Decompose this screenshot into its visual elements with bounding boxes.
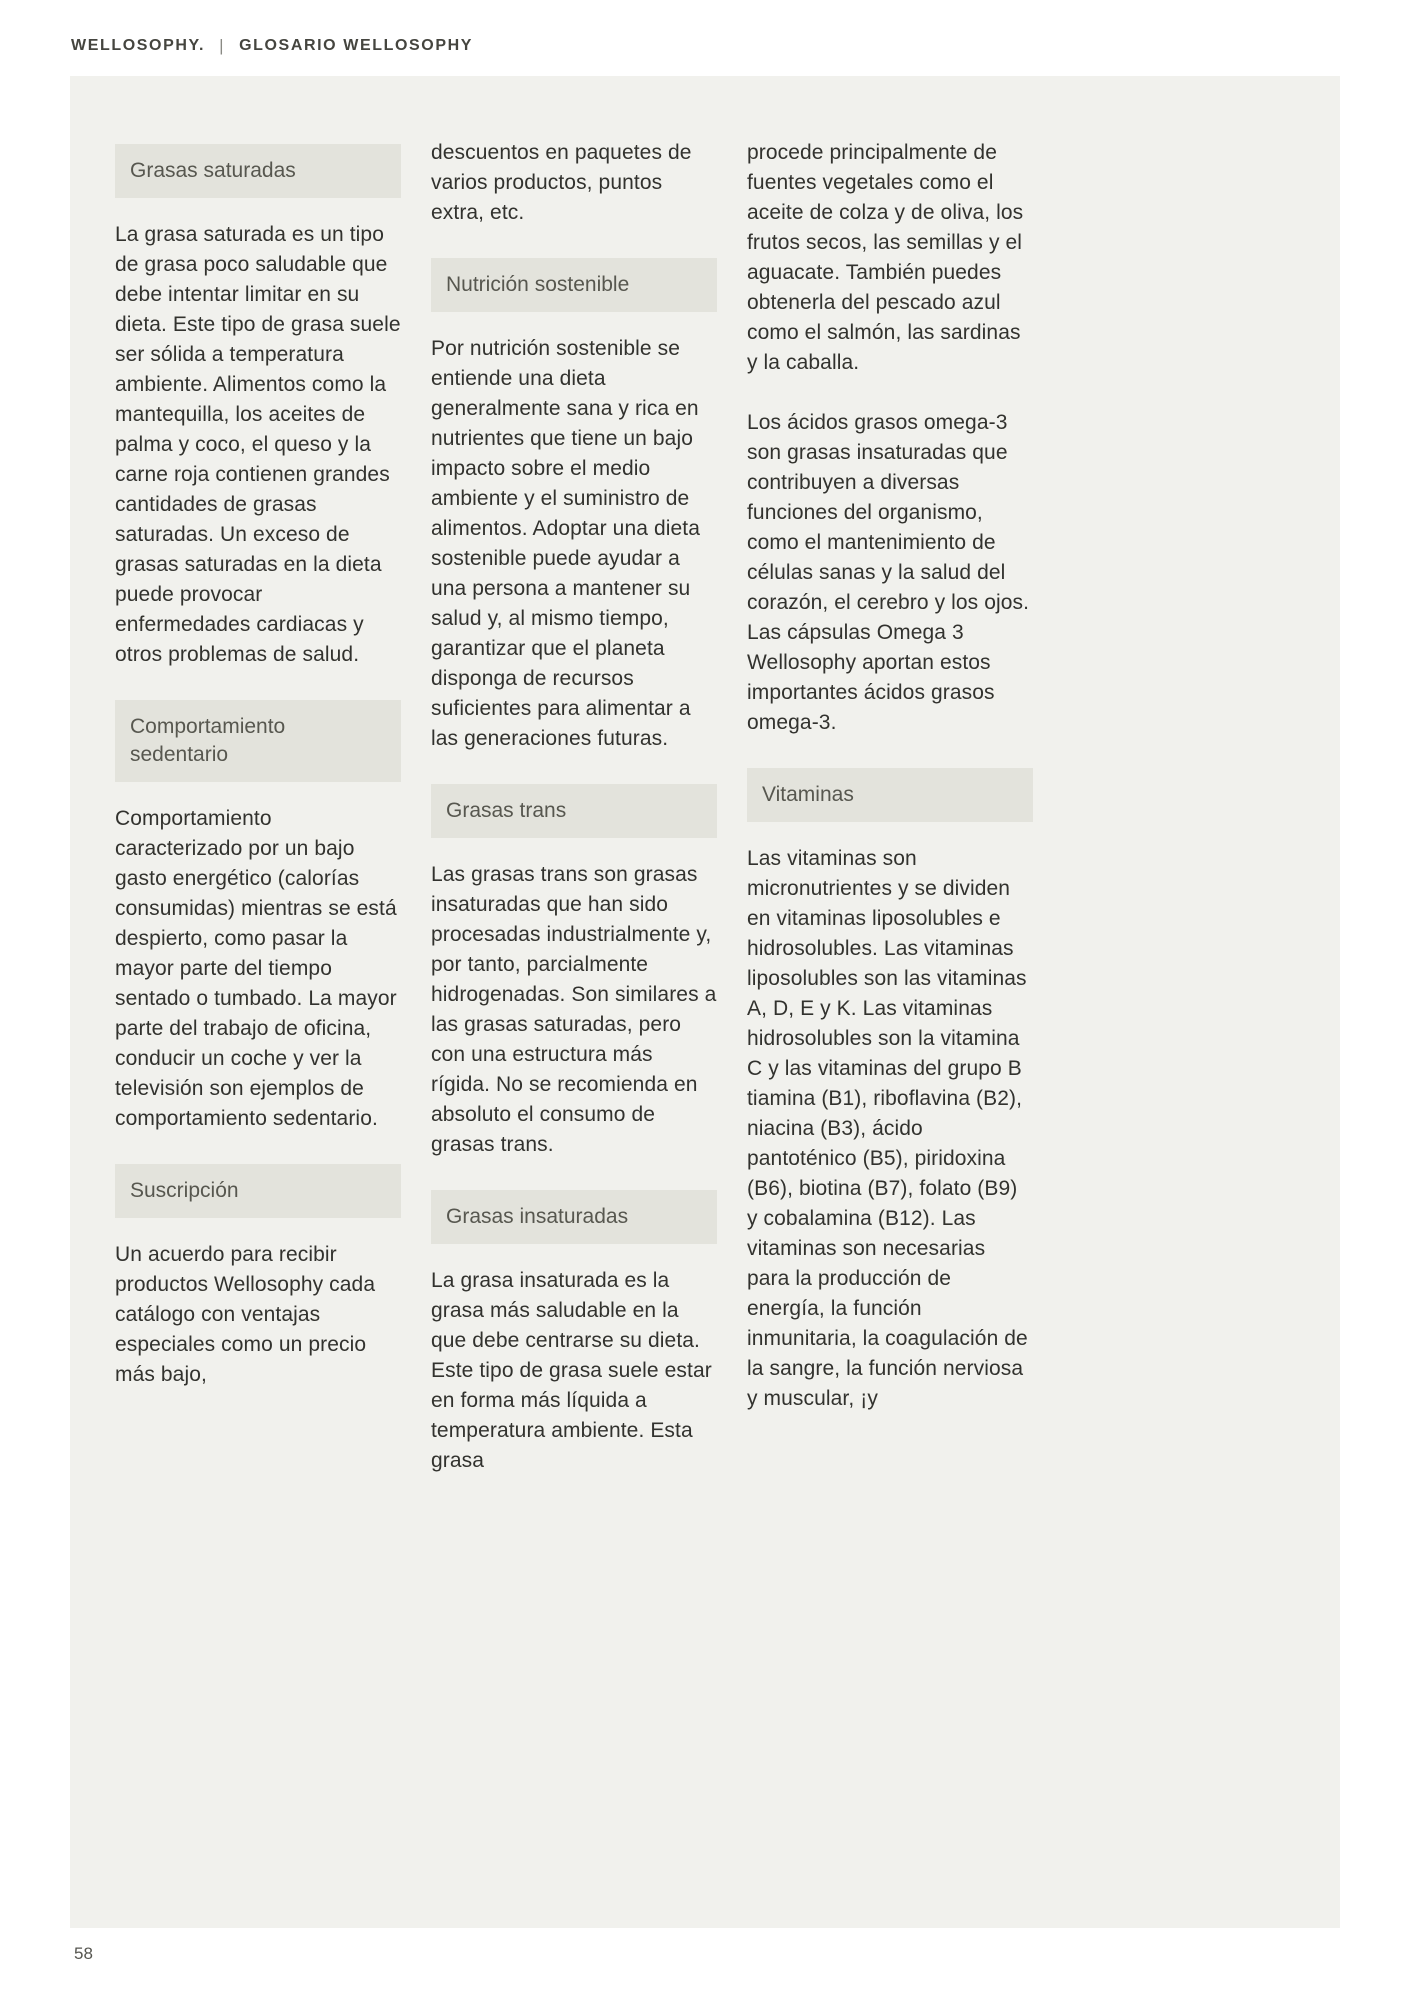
document-title: GLOSARIO WELLOSOPHY (239, 37, 474, 54)
column-2 (431, 138, 717, 1506)
glossary-definition: Los ácidos grasos omega-3 son grasas insaturadas que contribuyen a diversas funciones del organismo, como el mantenimiento de células sanas y la salud del corazón, el cerebro y los ojos. Las cápsulas Omega 3 Wellosophy aportan estos importantes ácidos grasos omega-3. (747, 411, 1030, 734)
glossary-definition: Comportamiento caracterizado por un bajo gasto energético (calorías consumidas) mientras se está despierto, como pasar la mayor parte del tiempo sentado o tumbado. La mayor parte del trabajo de oficina, conducir un coche y ver la televisión son ejemplos de comportamiento sedentario. (115, 807, 397, 1130)
page-header (71, 36, 473, 56)
glossary-columns (115, 138, 1033, 1506)
glossary-term-heading: Suscripción (115, 1164, 401, 1218)
glossary-definition: Por nutrición sostenible se entiende una dieta generalmente sana y rica en nutrientes que tiene un bajo impacto sobre el medio ambiente y el suministro de alimentos. Adoptar una dieta sostenible puede ayudar a una persona a mantener su salud y, al mismo tiempo, garantizar que el planeta disponga de recursos suficientes para alimentar a las generaciones futuras. (431, 337, 700, 750)
glossary-definition: Las grasas trans son grasas insaturadas que han sido procesadas industrialmente y, por tanto, parcialmente hidrogenadas. Son similares a las grasas saturadas, pero con una estructura más rígida. No se recomienda en absoluto el consumo de grasas trans. (431, 863, 717, 1156)
glossary-term-heading: Vitaminas (747, 768, 1033, 822)
glossary-definition: Las vitaminas son micronutrientes y se dividen en vitaminas liposolubles e hidrosolubles. Las vitaminas liposolubles son las vitaminas A, D, E y K. Las vitaminas hidrosolubles son la vitamina C y las vitaminas del grupo B tiamina (B1), riboflavina (B2), niacina (B3), ácido pantoténico (B5), piridoxina (B6), biotina (B7), folato (B9) y cobalamina (B12). Las vitaminas son necesarias para la producción de energía, la función inmunitaria, la coagulación de la sangre, la función nerviosa y muscular, ¡y (747, 847, 1028, 1410)
glossary-definition: La grasa saturada es un tipo de grasa poco saludable que debe intentar limitar en su dieta. Este tipo de grasa suele ser sólida a temperatura ambiente. Alimentos como la mantequilla, los aceites de palma y coco, el queso y la carne roja contienen grandes cantidades de grasas saturadas. Un exceso de grasas saturadas en la dieta puede provocar enfermedades cardiacas y otros problemas de salud. (115, 223, 401, 666)
column-3 (747, 138, 1033, 1506)
glossary-definition: La grasa insaturada es la grasa más saludable en la que debe centrarse su dieta. Este tipo de grasa suele estar en forma más líquida a temperatura ambiente. Esta grasa (431, 1269, 712, 1472)
glossary-term-heading: Grasas insaturadas (431, 1190, 717, 1244)
page-number: 58 (74, 1944, 93, 1963)
column-1 (115, 138, 401, 1506)
glossary-definition-continued: descuentos en paquetes de varios productos, puntos extra, etc. (431, 141, 692, 224)
brand-logo: WELLOSOPHY. (71, 37, 206, 54)
glossary-term-heading: Grasas saturadas (115, 144, 401, 198)
glossary-definition: Un acuerdo para recibir productos Wellosophy cada catálogo con ventajas especiales como un precio más bajo, (115, 1243, 376, 1386)
glossary-term-heading: Comportamiento sedentario (115, 700, 401, 782)
header-divider: | (219, 36, 226, 55)
glossary-term-heading: Grasas trans (431, 784, 717, 838)
glossary-definition-continued: procede principalmente de fuentes vegetales como el aceite de colza y de oliva, los frutos secos, las semillas y el aguacate. También puedes obtenerla del pescado azul como el salmón, las sardinas y la caballa. (747, 141, 1024, 374)
glossary-term-heading: Nutrición sostenible (431, 258, 717, 312)
content-panel (70, 76, 1340, 1928)
